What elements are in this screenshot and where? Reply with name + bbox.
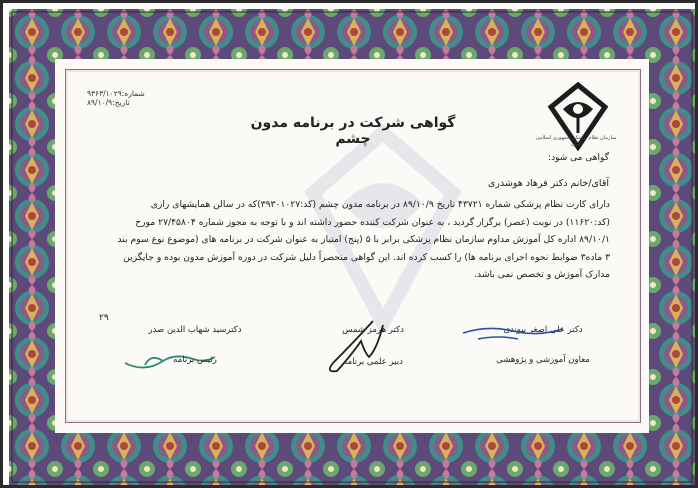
certificate-title: گواهی شرکت در برنامه مدون چشم (250, 115, 456, 147)
reference-block (87, 89, 167, 107)
certificate-text (93, 196, 610, 284)
signatory-1-name: دکتر علی اصغر پیوندی (503, 325, 583, 335)
intro-text: گواهی می شود: (548, 153, 609, 163)
reference-number: شماره:۹۳۶۳/۱۰۲۹ (87, 89, 145, 98)
signatory-3-name: دکترسید شهاب الدین صدر (148, 325, 242, 335)
signatory-1-role: معاون آموزشی و پژوهشی (496, 355, 590, 365)
signatory-3-role: رئیس برنامه (173, 355, 217, 365)
body-line: مدارک آموزش و تخصص نمی باشد. (474, 269, 610, 281)
signatory-2-role: دبیر علمی برنامه (343, 357, 403, 367)
serial-number: ۲۹ (99, 313, 109, 323)
signatory-2-name: دکتر هرمز شمس (342, 325, 404, 335)
signature-2-icon (303, 313, 413, 383)
body-line: (کد:۱۱۶۲۰) در نوبت (عصر) برگزار گردید ، به عنوان شرکت کننده حضور داشته اند و با توجه به مجوز شماره ۲۷/۴۵۸۰۴ مورخ (135, 216, 610, 228)
body-line: ۸۹/۱۰/۱ اداره کل آموزش مداوم سازمان نظام پزشکی برابر با ۵ (پنج) امتیاز به عنوان شرکت در برنامه های (موضوع نوع سوم بند (117, 234, 610, 246)
reference-date: تاریخ:۸۹/۱۰/۹ (87, 98, 130, 107)
recipient-name: آقای/خانم دکتر فرهاد هوشدری (487, 178, 609, 189)
logo-caption: سازمان نظام پزشکی جمهوری اسلامی ایران (535, 135, 617, 147)
body-line: دارای کارت نظام پزشکی شماره ۴۳۷۲۱ تاریخ ۸۹/۱۰/۹ در برنامه مدون چشم (کد:۳۹۳۰۱۰۲۷)که در سالن همایشهای رازی (150, 199, 610, 210)
body-line: ۳ ماده۳ ضوابط نحوه اجرای برنامه ها) را کسب کرده اند. این گواهی منحصراً دلیل شرکت در دوره آموزش مدون بوده و جایگزین (123, 251, 610, 263)
